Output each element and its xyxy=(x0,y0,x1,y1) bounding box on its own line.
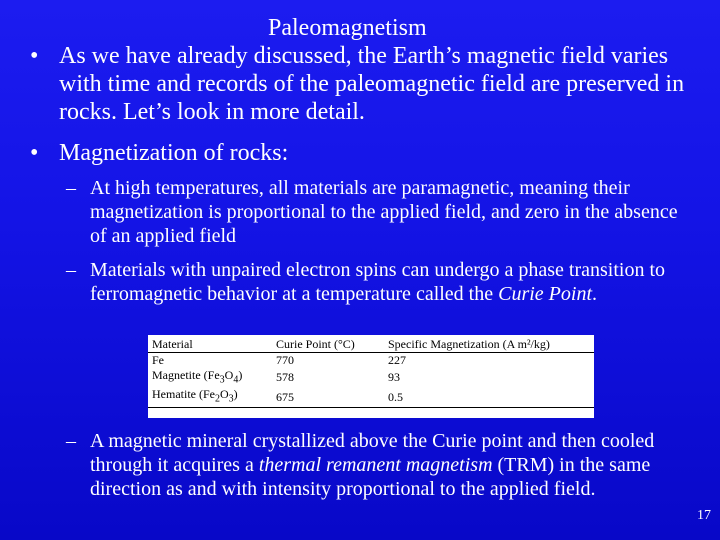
formula-subscript: 3 xyxy=(228,393,234,405)
bullet-glyph: • xyxy=(30,43,39,69)
material-cell xyxy=(148,368,272,387)
dash-glyph: – xyxy=(66,430,76,452)
formula-part: O xyxy=(219,387,229,402)
sub-bullet-text: At high temperatures, all materials are paramagnetic, meaning their magnetization is proportional to the applied field, and zero in the absence of an applied field xyxy=(90,177,678,247)
magnetization-cell: 227 xyxy=(388,353,406,367)
table-row xyxy=(148,387,594,407)
emphasis-run: thermal remanent magnetism xyxy=(258,454,493,476)
bullet-text: As we have already discussed, the Earth’s magnetic field varies with time and records of the paleomagnetic field are preserved in rocks. Let’s look in more detail. xyxy=(59,43,685,125)
text-run: A magnetic mineral crystallized above the Curie point and then cooled through it acquires a xyxy=(90,430,655,476)
table-row xyxy=(148,368,594,387)
text-run: . xyxy=(592,283,598,305)
bullet-text: Magnetization of rocks: xyxy=(59,140,289,166)
column-header: Curie Point (°C) xyxy=(276,337,355,351)
formula-part: Magnetite (Fe xyxy=(152,368,220,382)
bullet-glyph: • xyxy=(30,140,39,166)
text-run: (TRM) in the same direction as and with intensity proportional to the applied field. xyxy=(90,454,651,500)
formula-subscript: 2 xyxy=(214,393,220,405)
column-header: Specific Magnetization (A m²/kg) xyxy=(388,337,550,351)
table-header-row xyxy=(148,337,594,353)
curie-point-cell: 578 xyxy=(276,370,294,385)
dash-glyph: – xyxy=(66,259,76,281)
page-number: 17 xyxy=(697,508,711,523)
curie-point-table xyxy=(148,335,594,418)
magnetization-cell: 93 xyxy=(388,370,400,385)
formula-subscript: 3 xyxy=(219,374,225,386)
bullet-item xyxy=(30,42,690,126)
dash-glyph: – xyxy=(66,177,76,199)
formula-part: ) xyxy=(238,368,243,382)
formula-part: ) xyxy=(233,387,238,402)
material-cell xyxy=(148,387,272,407)
formula-subscript: 4 xyxy=(233,374,239,386)
sub-bullet-item xyxy=(66,258,696,306)
sub-bullet-text xyxy=(66,258,696,306)
text-run: Materials with unpaired electron spins can undergo a phase transition to ferromagnetic behavior at a temperature called the xyxy=(90,259,666,305)
sub-bullet-item xyxy=(66,429,696,501)
table-row xyxy=(148,353,594,369)
magnetization-cell: 0.5 xyxy=(388,389,403,404)
material-cell: Fe xyxy=(152,353,164,367)
emphasis-run: Curie Point xyxy=(498,283,593,305)
sub-bullet-item xyxy=(66,176,696,248)
formula-part: O xyxy=(224,368,234,382)
curie-point-cell: 675 xyxy=(276,389,294,404)
curie-point-cell: 770 xyxy=(276,353,294,367)
bullet-item xyxy=(30,139,690,167)
column-header: Material xyxy=(152,337,193,351)
slide-title: Paleomagnetism xyxy=(268,15,427,41)
sub-bullet-text xyxy=(66,429,696,501)
formula-part: Hematite (Fe xyxy=(152,387,215,402)
